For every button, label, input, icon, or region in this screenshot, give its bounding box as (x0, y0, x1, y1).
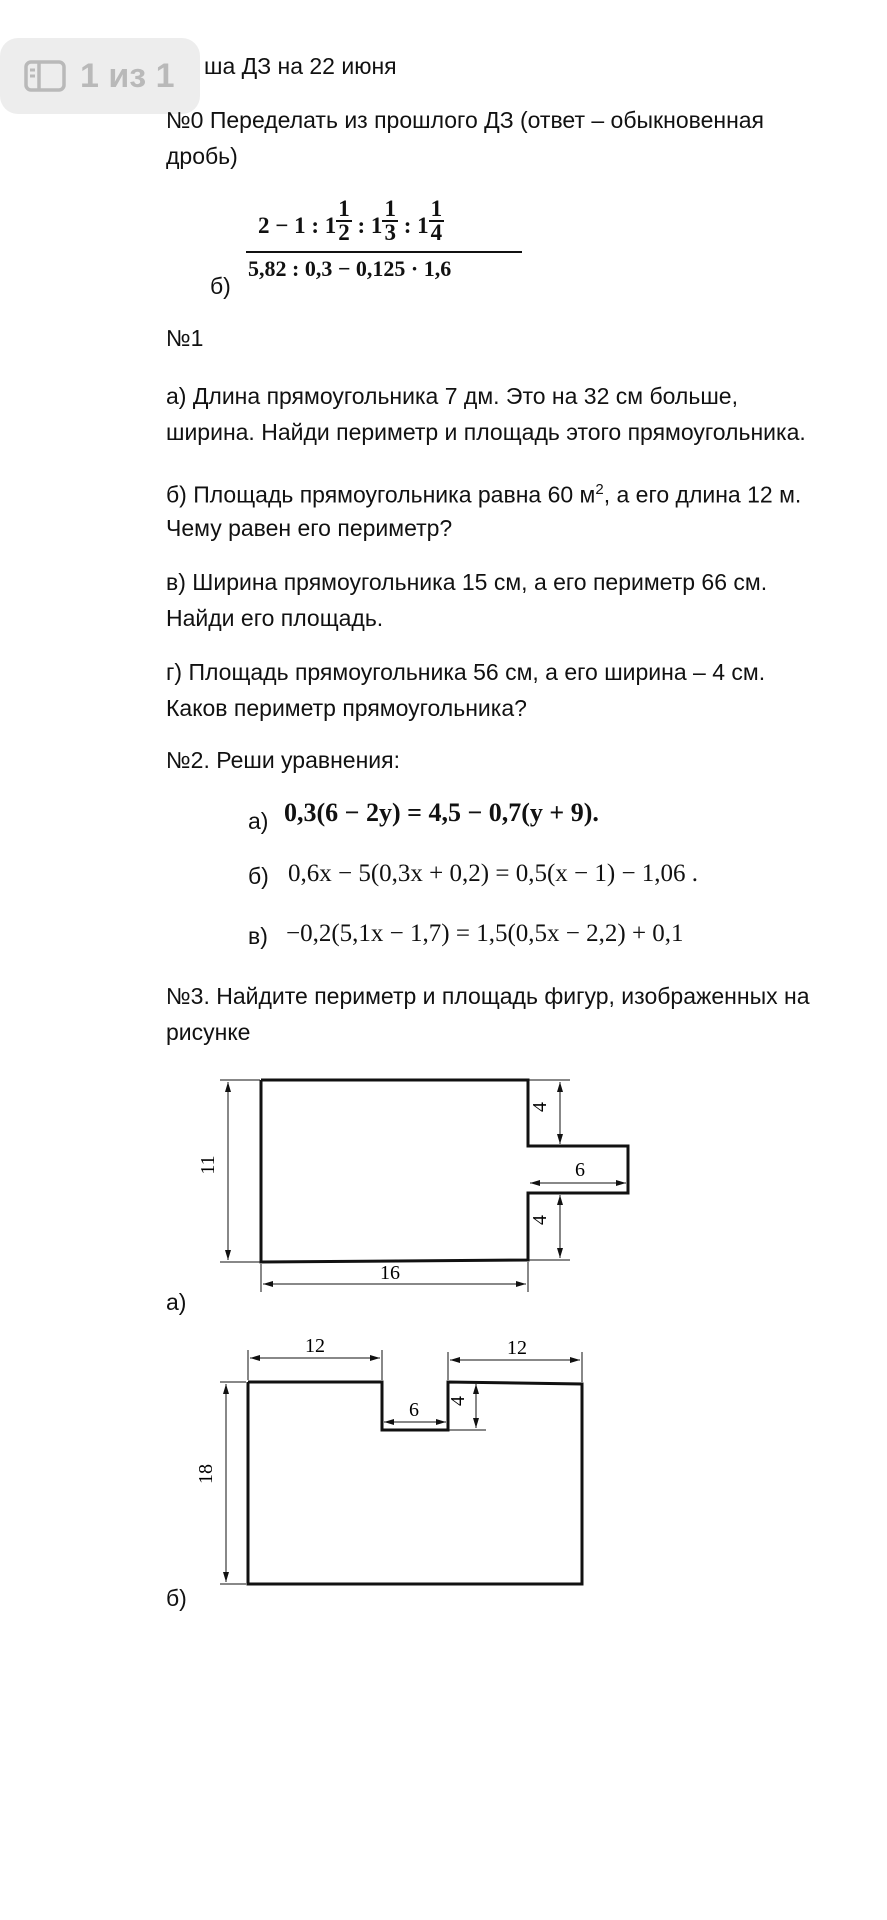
figure-a-label: а) (166, 1289, 187, 1315)
figure-b-notch-width-label: 6 (409, 1399, 419, 1421)
task3-heading-line1: №3. Найдите периметр и площадь фигур, изображенных на (166, 983, 810, 1009)
task2-v-equation: −0,2(5,1x − 1,7) = 1,5(0,5x − 2,2) + 0,1 (286, 920, 684, 947)
fraction-numerator: 2 − 1 : 1 $\frac{1}{2}$ : 1 $\frac{1}{3}$ : 1 $\frac{1}{4}$ (258, 196, 443, 245)
figure-a-outline (261, 1080, 628, 1262)
figure-b-notch-depth-label: 4 (447, 1396, 469, 1406)
task1-heading: №1 (166, 325, 204, 351)
task1-b-line1: б) Площадь прямоугольника равна 60 $м^2$, а его длина 12 м. (166, 481, 802, 508)
page-indicator-text: 1 из 1 (80, 56, 175, 95)
task1-g-line1: г) Площадь прямоугольника 56 см, а его ширина – 4 см. (166, 659, 766, 685)
task2-a-equation: 0,3(6 − 2y) = 4,5 − 0,7(y + 9). (284, 798, 599, 827)
task0-heading-line1: №0 Переделать из прошлого ДЗ (ответ – обыкновенная (166, 107, 765, 133)
figure-a-tab-label: 6 (575, 1159, 585, 1181)
task1-g-line2: Каков периметр прямоугольника? (166, 695, 527, 721)
task1-a-line2: ширина. Найди периметр и площадь этого прямоугольника. (166, 419, 806, 445)
task0-label: б) (210, 273, 231, 299)
figure-a-bottom-notch-label: 4 (529, 1215, 551, 1225)
task2-b-equation: 0,6x − 5(0,3x + 0,2) = 0,5(x − 1) − 1,06 . (288, 860, 699, 887)
fraction-bar (246, 251, 522, 253)
figure-b-left-top-label: 12 (305, 1335, 325, 1357)
figure-b-right-top-label: 12 (507, 1337, 527, 1359)
superscript: 2 (595, 481, 604, 498)
fraction-denominator: 5,82 : 0,3 − 0,125 · 1,6 (248, 256, 452, 281)
figure-b-label: б) (166, 1585, 187, 1611)
task1-b-line2: Чему равен его периметр? (166, 515, 453, 541)
task1-v-line2: Найди его площадь. (166, 605, 384, 631)
page-layout-icon (24, 60, 66, 92)
document-title: ша ДЗ на 22 июня (204, 53, 397, 79)
figure-b-height-label: 18 (195, 1464, 217, 1484)
task2-b-label: б) (248, 863, 269, 889)
figure-b (190, 1330, 610, 1600)
figure-a-height-label: 11 (197, 1155, 219, 1175)
task0-fraction (246, 198, 531, 288)
figure-a-width-label: 16 (380, 1262, 400, 1284)
figure-a (190, 1070, 650, 1310)
task2-a-label: а) (248, 808, 269, 834)
task1-a-line1: а) Длина прямоугольника 7 дм. Это на 32 см больше, (166, 383, 738, 409)
task2-heading: №2. Реши уравнения: (166, 747, 400, 773)
task3-heading-line2: рисунке (166, 1019, 251, 1045)
figure-a-top-notch-label: 4 (529, 1102, 551, 1112)
task2-v-label: в) (248, 923, 268, 949)
task0-heading-line2: дробь) (166, 143, 238, 169)
task1-v-line1: в) Ширина прямоугольника 15 см, а его периметр 66 см. (166, 569, 768, 595)
